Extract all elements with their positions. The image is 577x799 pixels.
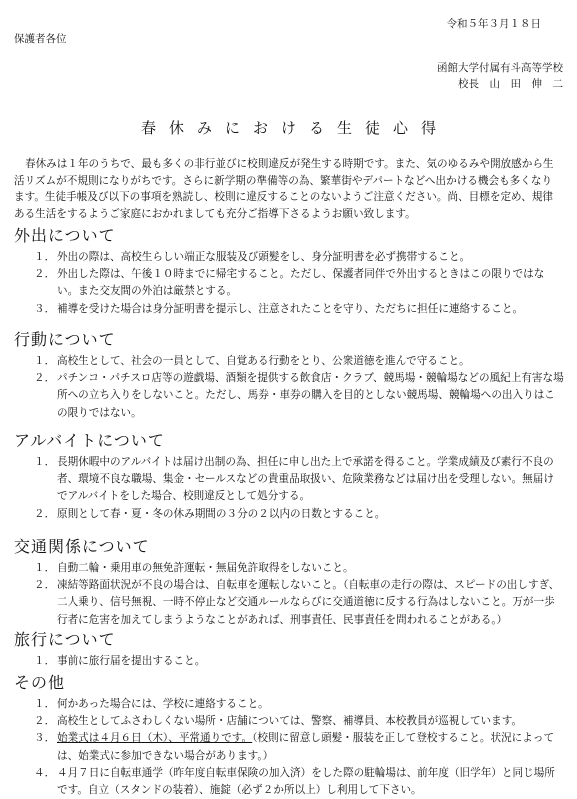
item-text: 何かあった場合には、学校に連絡すること。: [57, 698, 269, 710]
item-number: １．: [34, 655, 56, 667]
list-item: [14, 353, 564, 370]
school-name: 函館大学付属有斗高等学校: [437, 62, 563, 74]
issue-date: 令和５年３月１８日: [446, 18, 541, 30]
section-behavior: [14, 330, 564, 422]
section-traffic: [14, 537, 564, 629]
list-item: [14, 765, 564, 799]
item-number: １．: [34, 562, 56, 574]
item-list: [14, 696, 564, 799]
item-number: ２．: [34, 268, 56, 281]
item-text: 長期休暇中のアルバイトは届け出制の為、担任に申し出た上で承諾を得ること。学業成績及び素行不良の者、環境不良な職場、集金・セールスなどの貴重品取扱い、危険業務などは届け出を受理しない。無届けでアルバイトをした場合、校則違反として処分する。: [57, 456, 554, 503]
item-number: １．: [34, 456, 56, 468]
item-text: 外出の際は、高校生らしい端正な服装及び頭髪をし、身分証明書を必ず携帯すること。: [57, 251, 471, 263]
section-other: [14, 673, 564, 799]
opening-ceremony-notice: 始業式は４月６日（木）、平常通りです。: [57, 732, 253, 745]
list-item: [14, 696, 564, 713]
item-number: １．: [34, 698, 56, 710]
section-heading: 行動について: [14, 330, 116, 349]
item-number: １．: [34, 355, 56, 367]
item-text: （校則に留意し頭髪・服装を正して登校すること。状況によっては、始業式に参加できない場合があります。）: [57, 732, 555, 762]
list-item: [14, 713, 564, 730]
list-item: [14, 370, 564, 422]
document-title: 春休みにおける生徒心得: [140, 119, 449, 137]
principal-name: 校長 山 田 伸 二: [458, 78, 563, 90]
section-travel: [14, 630, 564, 670]
item-number: １．: [34, 251, 56, 263]
item-number: ４．: [34, 766, 56, 779]
item-number: ２．: [34, 507, 56, 520]
item-list: [14, 353, 564, 422]
section-part-time-job: [14, 431, 564, 523]
item-text: 事前に旅行届を提出すること。: [57, 655, 206, 667]
item-text: 原則として春・夏・冬の休み期間の３分の２以内の日数とすること。: [57, 507, 386, 520]
list-item: [14, 506, 564, 523]
item-text: 高校生としてふさわしくない場所・店舗については、警察、補導員、本校教員が巡視しています。: [57, 715, 523, 728]
list-item: [14, 730, 564, 764]
item-number: ３．: [34, 302, 56, 315]
recipient: 保護者各位: [14, 33, 67, 45]
section-heading: 交通関係について: [14, 537, 150, 556]
item-text: 補導を受けた場合は身分証明書を提示し、注意されたことを守り、ただちに担任に連絡すること。: [57, 302, 524, 315]
item-text: 外出した際は、午後１０時までに帰宅すること。ただし、保護者同伴で外出するときはこの限りではない。また交友間の外泊は厳禁とする。: [57, 268, 545, 298]
item-list: [14, 560, 564, 629]
item-text: パチンコ・パチスロ店等の遊戯場、酒類を提供する飲食店・クラブ、競馬場・競輪場などの風紀上有害な場所への立ち入りをしないこと。ただし、馬券・車券の購入を目的としない競馬場、競輪場への出入りはこの限りではない。: [57, 372, 564, 419]
list-item: [14, 653, 564, 670]
section-heading: 旅行について: [14, 630, 116, 649]
list-item: [14, 560, 564, 577]
item-number: ２．: [34, 715, 56, 728]
item-list: [14, 249, 564, 318]
sender-block: [437, 60, 563, 92]
item-text: ４月７日に自転車通学（昨年度自転車保険の加入済）をした際の駐輪場は、前年度（旧学年）と同じ場所です。自立（スタンドの装着）、施錠（必ず２か所以上）し利用して下さい。: [57, 766, 555, 797]
section-heading: その他: [14, 673, 66, 692]
item-list: [14, 653, 564, 670]
section-going-out: [14, 226, 564, 318]
section-heading: 外出について: [14, 226, 116, 245]
item-number: ２．: [34, 372, 56, 385]
list-item: [14, 266, 564, 300]
list-item: [14, 301, 564, 318]
intro-paragraph: 春休みは１年のうちで、最も多くの非行並びに校則違反が発生する時期です。また、気のゆるみや開放感から生活リズムが不規則になりがちです。さらに新学期の準備等の為、繁華街やデパートなどへ出かける機会も多くなります。生徒手帳及び以下の事項を熟読し、校則に違反することのないようご注意ください。尚、目標を定め、規律ある生活をするようご家庭におかれましても充分ご指導下さるようお願い致します。: [14, 158, 554, 220]
list-item: [14, 454, 564, 506]
section-heading: アルバイトについて: [14, 431, 165, 450]
list-item: [14, 577, 564, 629]
list-item: [14, 249, 564, 266]
item-number: ２．: [34, 579, 56, 592]
item-text: 高校生として、社会の一員として、自覚ある行動をとり、公衆道徳を進んで守ること。: [57, 355, 470, 367]
item-text: 自動二輪・乗用車の無免許運転・無届免許取得をしないこと。: [57, 562, 354, 574]
item-list: [14, 454, 564, 523]
item-text: 凍結等路面状況が不良の場合は、自転車を運転しないこと。（自転車の走行の際は、スピードの出しすぎ、二人乗り、信号無視、一時不停止など交通ルールならびに交通道徳に反する行為はしないこと。万が一歩行者に危害を加えてしまうようなことがあれば、刑事責任、民事責任を問われることがある。）: [57, 579, 560, 626]
item-number: ３．: [34, 732, 56, 745]
